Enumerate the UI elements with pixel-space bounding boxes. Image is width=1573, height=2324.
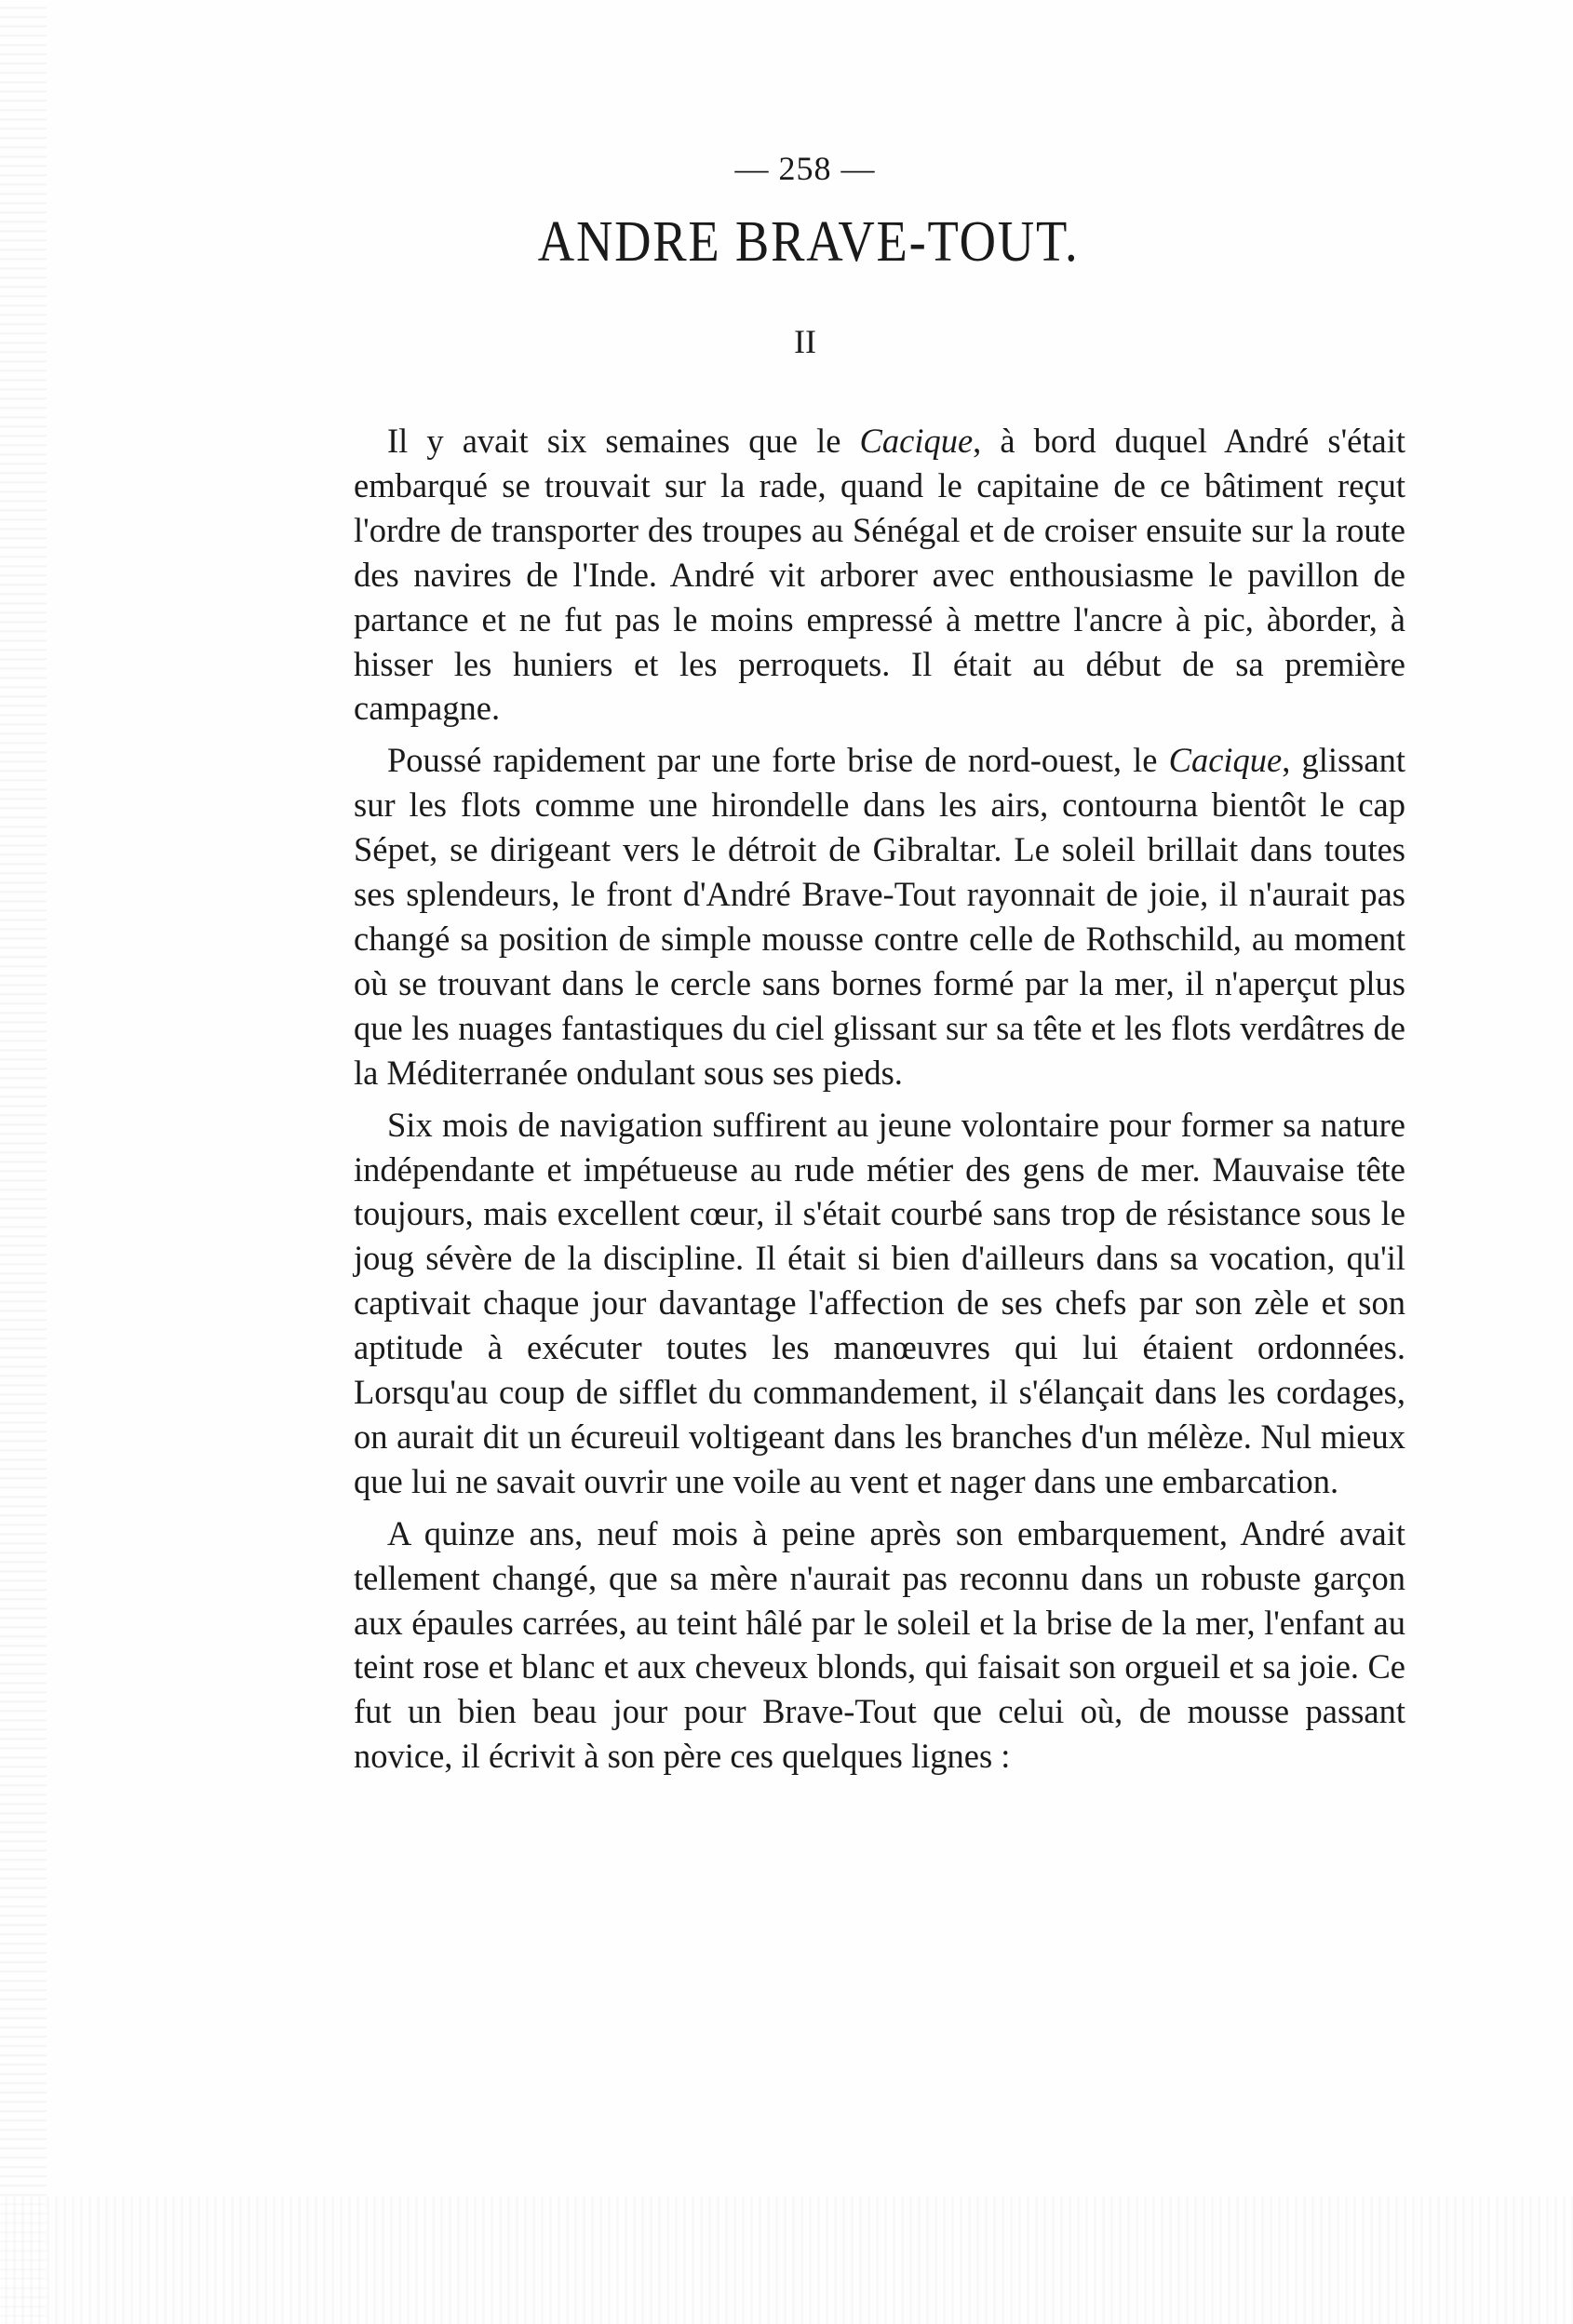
paragraph-2 xyxy=(354,738,1405,1095)
ship-name-italic: Cacique xyxy=(1168,741,1283,780)
section-number: II xyxy=(794,323,816,360)
paragraph-2-text-start: Poussé rapidement par une forte brise de nord-ouest, le xyxy=(387,741,1169,780)
page-number: — 258 — xyxy=(734,150,876,187)
scan-edge-bottom xyxy=(0,2196,1573,2324)
paragraph-2-text-end: , glissant sur les flots comme une hirondelle dans les airs, contourna bientôt le cap Sépet, se dirigeant vers le détroit de Gibraltar. Le soleil brillait dans toutes ses splendeurs, le front d'André Brave-Tout rayonnait de joie, il n'aurait pas changé sa position de simple mousse contre celle de Rothschild, au moment où se trouvant dans le cercle sans bornes formé par la mer, il n'aperçut plus que les nuages fantastiques du ciel glissant sur sa tête et les flots verdâtres de la Méditerranée ondulant sous ses pieds. xyxy=(354,741,1405,1092)
body-text xyxy=(354,419,1405,1786)
paragraph-1-text-start: Il y avait six semaines que le xyxy=(387,422,860,460)
paragraph-4: A quinze ans, neuf mois à peine après son embarquement, André avait tellement changé, que sa mère n'aurait pas reconnu dans un robuste garçon aux épaules carrées, au teint hâlé par le soleil et la brise de la mer, l'enfant au teint rose et blanc et aux cheveux blonds, qui faisait son orgueil et sa joie. Ce fut un bien beau jour pour Brave-Tout que celui où, de mousse passant novice, il écrivit à son père ces quelques lignes : xyxy=(354,1513,1405,1776)
paragraph-1-text-end: , à bord duquel André s'était embarqué se trouvait sur la rade, quand le capitaine de ce bâtiment reçut l'ordre de transporter des troupes au Sénégal et de croiser ensuite sur la route des navires de l'Inde. André vit arborer avec enthousiasme le pavillon de partance et ne fut pas le moins empressé à mettre l'ancre à pic, àborder, à hisser les huniers et les perroquets. Il était au début de sa première campagne. xyxy=(354,422,1405,728)
paragraph-3: Six mois de navigation suffirent au jeune volontaire pour former sa nature indépendante et impétueuse au rude métier des gens de mer. Mauvaise tête toujours, mais excellent cœur, il s'était courbé sans trop de résistance sous le joug sévère de la discipline. Il était si bien d'ailleurs dans sa vocation, qu'il captivait chaque jour davantage l'affection de ses chefs par son zèle et son aptitude à exécuter toutes les manœuvres qui lui étaient ordonnées. Lorsqu'au coup de sifflet du commandement, il s'élançait dans les cordages, on aurait dit un écureuil voltigeant dans les branches d'un mélèze. Nul mieux que lui ne savait ouvrir une voile au vent et nager dans une embarcation. xyxy=(354,1105,1405,1500)
ship-name-italic: Cacique xyxy=(859,422,974,460)
chapter-title: ANDRE BRAVE-TOUT. xyxy=(537,210,1080,274)
paragraph-1 xyxy=(354,419,1405,731)
